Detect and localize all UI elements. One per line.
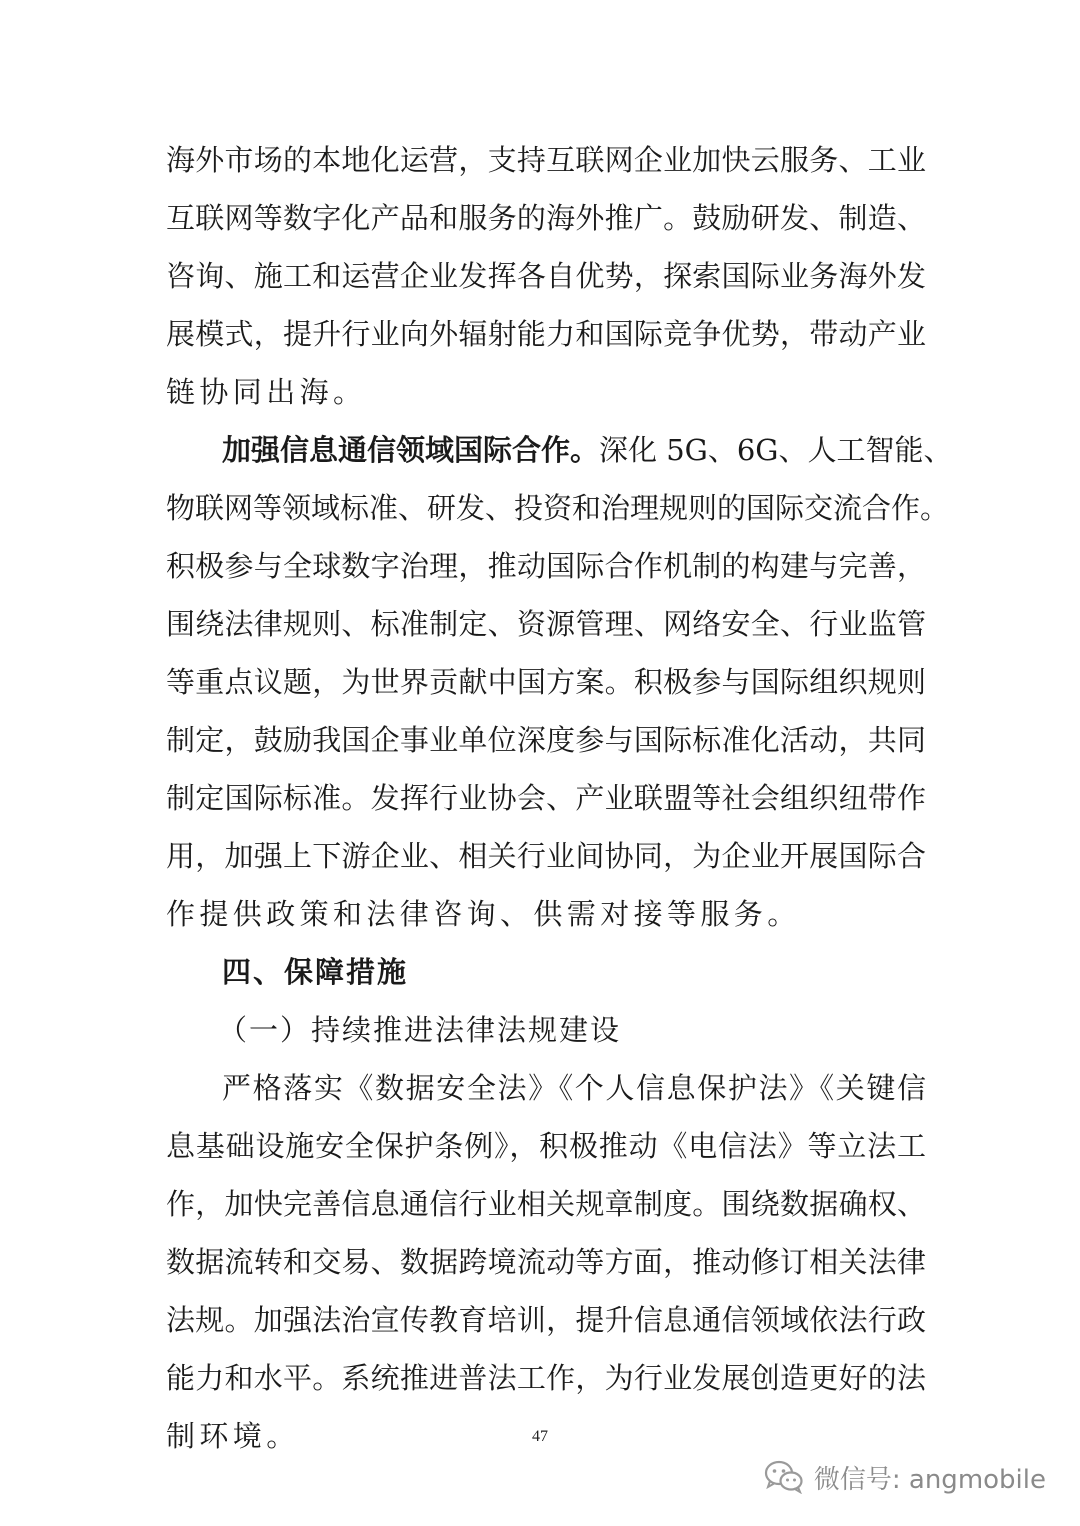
paragraph-line: 咨询、施工和运营企业发挥各自优势，探索国际业务海外发 <box>166 259 926 293</box>
page-number: 47 <box>532 1428 548 1445</box>
cooperation-lead-bold: 加强信息通信领域国际合作。 <box>222 433 600 467</box>
paragraph-line: 作，加快完善信息通信行业相关规章制度。围绕数据确权、 <box>166 1187 926 1221</box>
paragraph-line: 用，加强上下游企业、相关行业间协同，为企业开展国际合 <box>166 839 926 873</box>
paragraph-line: 法规。加强法治宣传教育培训，提升信息通信领域依法行政 <box>166 1303 926 1337</box>
paragraph-line: 互联网等数字化产品和服务的海外推广。鼓励研发、制造、 <box>166 201 926 235</box>
subsection-heading: （一）持续推进法律法规建设 <box>218 1013 622 1047</box>
cooperation-lead-rest: 深化 5G、6G、人工智能、 <box>599 433 953 467</box>
watermark <box>764 1457 1046 1497</box>
paragraph-line: 严格落实《数据安全法》《个人信息保护法》《关键信 <box>222 1071 926 1105</box>
paragraph-line: 制定，鼓励我国企事业单位深度参与国际标准化活动，共同 <box>166 723 926 757</box>
paragraph-line: 能力和水平。系统推进普法工作，为行业发展创造更好的法 <box>166 1361 926 1395</box>
paragraph-line: 积极参与全球数字治理，推动国际合作机制的构建与完善， <box>166 549 926 583</box>
paragraph-line: 物联网等领域标准、研发、投资和治理规则的国际交流合作。 <box>166 491 950 525</box>
watermark-text: 微信号: angmobile <box>813 1464 1046 1495</box>
paragraph-line: 等重点议题，为世界贡献中国方案。积极参与国际组织规则 <box>166 665 926 699</box>
paragraph-line: 海外市场的本地化运营，支持互联网企业加快云服务、工业 <box>166 143 926 177</box>
cooperation-first-line <box>222 430 953 470</box>
wechat-icon <box>764 1460 804 1494</box>
paragraph-line: 链协同出海。 <box>166 375 367 409</box>
section-heading: 四、保障措施 <box>222 955 409 989</box>
paragraph-line: 息基础设施安全保护条例》，积极推动《电信法》等立法工 <box>166 1129 926 1163</box>
paragraph-line: 作提供政策和法律咨询、供需对接等服务。 <box>166 897 801 931</box>
paragraph-line: 制定国际标准。发挥行业协会、产业联盟等社会组织纽带作 <box>166 781 926 815</box>
paragraph-line: 数据流转和交易、数据跨境流动等方面，推动修订相关法律 <box>166 1245 926 1279</box>
paragraph-line: 制环境。 <box>166 1419 300 1453</box>
paragraph-line: 围绕法律规则、标准制定、资源管理、网络安全、行业监管 <box>166 607 926 641</box>
paragraph-line: 展模式，提升行业向外辐射能力和国际竞争优势，带动产业 <box>166 317 926 351</box>
